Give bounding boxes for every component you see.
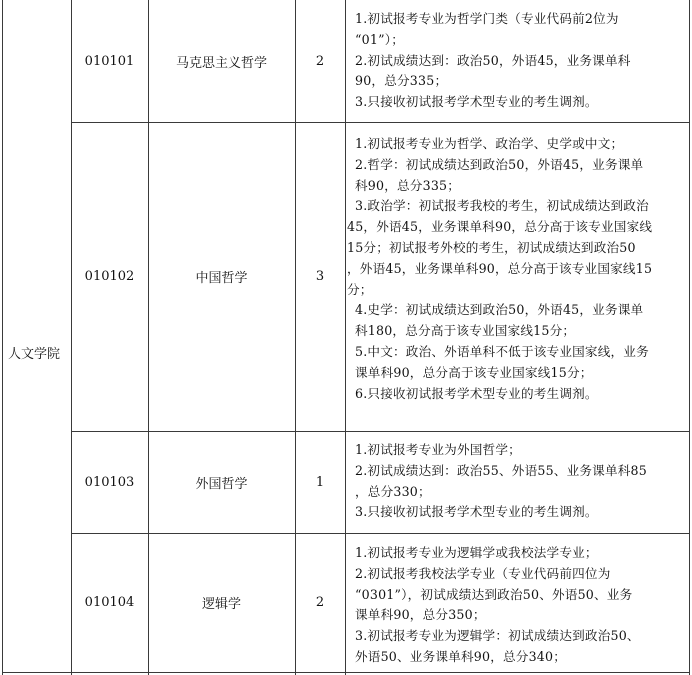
requirements-notes bbox=[347, 134, 653, 404]
requirements-notes bbox=[355, 440, 647, 523]
note-line: 课单科90，总分350； bbox=[355, 607, 486, 623]
note-line: 3.初试报考专业为逻辑学：初试成绩达到政治50、 bbox=[355, 628, 640, 644]
enrollment-count: 2 bbox=[315, 595, 325, 610]
major-name: 马克思主义哲学 bbox=[175, 55, 267, 71]
note-line: “01”）； bbox=[355, 31, 404, 47]
note-line: 3.只接收初试报考学术型专业的考生调剂。 bbox=[355, 504, 598, 520]
note-line: 5.中文：政治、外语单科不低于该专业国家线，业务 bbox=[355, 343, 649, 359]
note-line: 2.初试报考我校法学专业（专业代码前四位为 bbox=[355, 565, 611, 581]
table-border-right bbox=[689, 0, 690, 675]
note-line: 3.政治学：初试报考我校的考生，初试成绩达到政治 bbox=[355, 198, 649, 214]
note-line: 分； bbox=[347, 281, 373, 297]
note-line: 1.初试报考专业为哲学、政治学、史学或中文； bbox=[355, 136, 624, 151]
major-code: 010103 bbox=[84, 474, 135, 490]
note-line: 2.初试成绩达到：政治50，外语45，业务课单科 bbox=[355, 52, 631, 68]
major-code: 010104 bbox=[84, 595, 135, 610]
note-line: “0301”），初试成绩达到政治50、外语50、业务 bbox=[355, 586, 633, 602]
note-line: 科180，总分高于该专业国家线15分； bbox=[355, 323, 576, 339]
note-line: 3.只接收初试报考学术型专业的考生调剂。 bbox=[355, 94, 598, 110]
department-name: 人文学院 bbox=[8, 347, 61, 362]
enrollment-count: 2 bbox=[315, 53, 325, 69]
note-line: 90，总分335； bbox=[355, 73, 448, 89]
note-line: 4.史学：初试成绩达到政治50，外语45，业务课单 bbox=[355, 302, 644, 318]
table-border-bottom bbox=[2, 672, 690, 673]
note-line: 1.初试报考专业为逻辑学或我校法学专业； bbox=[355, 545, 598, 560]
note-line: ，外语45，业务课单科90，总分高于该专业国家线15 bbox=[347, 260, 653, 276]
note-line: 15分；初试报考外校的考生，初试成绩达到政治50 bbox=[347, 239, 636, 255]
major-name: 逻辑学 bbox=[201, 597, 241, 612]
requirements-notes bbox=[355, 9, 631, 113]
note-line: 1.初试报考专业为外国哲学； bbox=[355, 442, 521, 457]
major-code: 010102 bbox=[84, 269, 135, 284]
enrollment-count: 3 bbox=[315, 269, 325, 284]
note-line: 科90，总分335； bbox=[355, 177, 461, 193]
major-name: 中国哲学 bbox=[195, 271, 248, 286]
note-line: 课单科90，总分高于该专业国家线15分； bbox=[355, 364, 593, 380]
table-divider-count bbox=[345, 0, 346, 675]
note-line: 1.初试报考专业为哲学门类（专业代码前2位为 bbox=[355, 11, 619, 26]
major-code: 010101 bbox=[84, 53, 135, 69]
note-line: ，总分330； bbox=[355, 483, 431, 499]
note-line: 2.哲学：初试成绩达到政治50，外语45，业务课单 bbox=[355, 156, 644, 172]
note-line: 外语50、业务课单科90，总分340； bbox=[355, 648, 567, 664]
major-name: 外国哲学 bbox=[195, 476, 248, 492]
table-border-left bbox=[2, 0, 3, 675]
note-line: 6.只接收初试报考学术型专业的考生调剂。 bbox=[355, 385, 598, 401]
enrollment-count: 1 bbox=[315, 474, 325, 490]
note-line: 2.初试成绩达到：政治55、外语55、业务课单科85 bbox=[355, 462, 647, 478]
requirements-notes bbox=[355, 543, 640, 668]
note-line: 45，外语45，业务课单科90，总分高于该专业国家线 bbox=[347, 219, 653, 235]
